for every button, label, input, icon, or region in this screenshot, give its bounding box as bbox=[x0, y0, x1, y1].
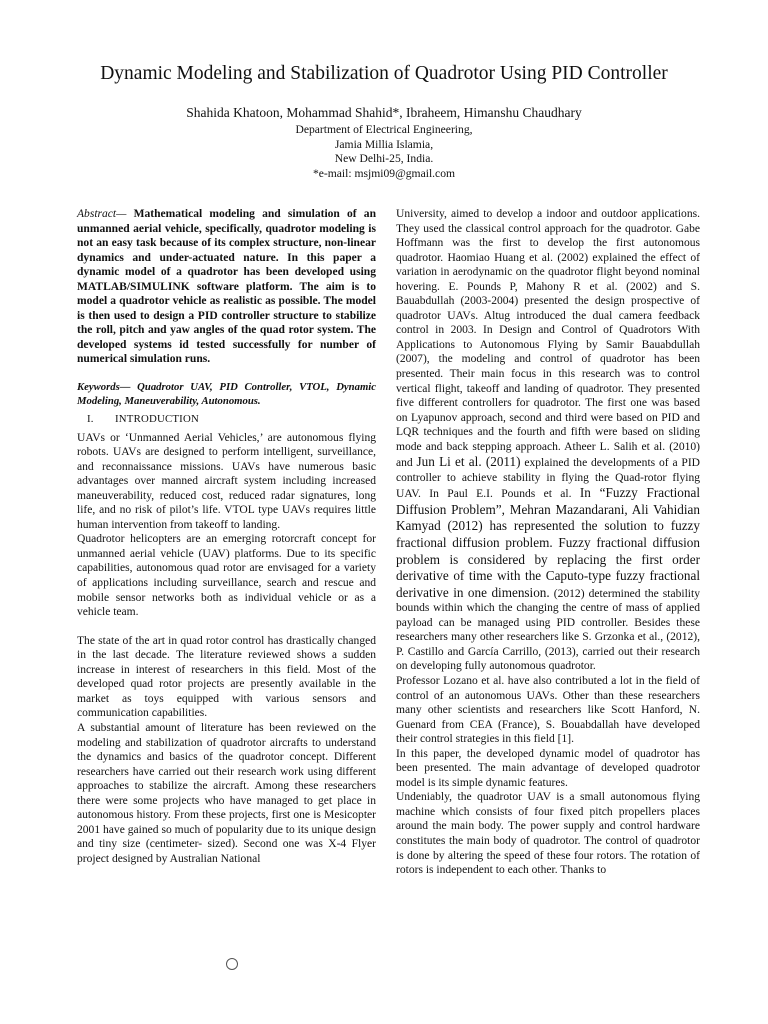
text-run: In “Fuzzy Fractional Diffusion Problem”, Mehran Mazandarani, Ali Vahidian Kamyad (2012) has represented the solution to fuzzy fractional diffusion problem. Fuzzy fractional diffusion problem is considered by replacing the first order derivative of time with the Caputo-type fuzzy fractional derivative in one dimension. bbox=[396, 485, 700, 600]
paragraph: Quadrotor helicopters are an emerging rotorcraft concept for unmanned aerial vehicle (UAV) platforms. Due to its specific capabilities, autonomous quad rotor are envisaged for a variety of applications including surveillance, search and rescue and mobile sensor networks both as individual vehicle or as a vehicle team. bbox=[77, 533, 376, 619]
affiliation-university: Jamia Millia Islamia, bbox=[334, 137, 434, 151]
paper-title: Dynamic Modeling and Stabilization of Quadrotor Using PID Controller bbox=[100, 63, 668, 84]
keywords-text: Quadrotor UAV, PID Controller, VTOL, Dynamic Modeling, Maneuverability, Autonomous. bbox=[77, 381, 376, 407]
author-list: Shahida Khatoon, Mohammad Shahid*, Ibraheem, Himanshu Chaudhary bbox=[186, 105, 582, 120]
text-run: (2012) determined the stability bounds within which the changing the centre of mass of applied payload can be managed using PID controller. Besides these researchers many other researchers like S. Grzonka et al., (2012), P. Castillo and García Carrillo, (2013), carried out their research on developing fully autonomous quadrotor. bbox=[396, 587, 700, 673]
paragraph: UAVs or ‘Unmanned Aerial Vehicles,’ are autonomous flying robots. UAVs are designed to perform intelligent, surveillance, and reconnaissance missions. UAVs have numerous basic advantages over manned aircraft system including increased maneuverability, reduced cost, reduced radar signatures, long life, and no risk of pilot’s life. VTOL type UAVs requires little human intervention from takeoff to landing. bbox=[77, 431, 376, 531]
section-heading-introduction bbox=[77, 412, 376, 427]
keywords-label: Keywords— bbox=[77, 381, 131, 394]
text-run: University, aimed to develop a indoor and outdoor applications. They used the classical control approach for the quadrotor. Gabe Hoffmann was the first to develop the first autonomous quadrotor. Haomiao Huang et al. (2002) explained the effect of variation in aerodynamic on the quadrotor flight beyond nominal hovering. E. Pounds P, Mahony R et al. (2002) and S. Bauabdullah (2003-2004) presented the design prospective of quadrotor UAVs. Altug introduced the dual camera feedback control in 2003. In Design and Control of Quadrotors With Applications to Autonomous Flying by Samir Bauabdullah (2007), the modeling and control of quadrotor has been presented. Their main focus in this research was to control vertical flight, takeoff and landing of quadrotor. They presented five different controllers for quadrotor. The first one was based on Lyapunov approach, second and third were based on PID and LQR techniques and the fourth and fifth were based on sliding mode and back stepping approach. Atheer L. Salih et al. (2010) and bbox=[396, 208, 700, 470]
affiliation-city: New Delhi-25, India. bbox=[334, 152, 434, 165]
abstract-text: Mathematical modeling and simulation of an unmanned aerial vehicle, specifically, quadrotor modeling is not an easy task because of its complex structure, non-linear dynamics and under-actuated nature. In this paper a dynamic model of a quadrotor has been developed using MATLAB/SIMULINK software platform. The aim is to model a quadrotor vehicle as realistic as possible. The model is then used to design a PID controller structure to stabilize the roll, pitch and yaw angles of the quad rotor system. The developed systems id tested successfully for number of numerical simulation runs. bbox=[77, 208, 376, 366]
affiliation-department: Department of Electrical Engineering, bbox=[295, 123, 473, 136]
paragraph: Professor Lozano et al. have also contributed a lot in the field of control of an autonomous UAVs. Other than these researchers many other scientists and researchers like Scott Hanford, N. Guenard from CEA (France), S. Bouabdallah have developed their control strategies in this field [1]. bbox=[396, 674, 700, 746]
paragraph: Undeniably, the quadrotor UAV is a small autonomous flying machine which consists of four fixed pitch propellers places around the main body. The power supply and control hardware constitutes the main body of quadrotor. The control of quadrotor is done by altering the speed of these four rotors. The rotation of rotors is independent to each other. Thanks to bbox=[396, 791, 700, 877]
affiliation-email: *e-mail: msjmi09@gmail.com bbox=[312, 166, 456, 180]
affiliation bbox=[40, 123, 728, 181]
paragraph: The state of the art in quad rotor control has drastically changed in the last decade. The literature reviewed shows a sudden increase in interest of researchers in this field. Most of the developed quad rotor projects are presently available in the market as toys equipped with various sensors and communication capabilities. bbox=[77, 634, 376, 720]
paragraph bbox=[396, 207, 700, 674]
section-number: I. bbox=[87, 413, 94, 426]
keywords bbox=[77, 381, 376, 408]
text-run: Jun Li et al. (2011) bbox=[416, 454, 521, 470]
abstract bbox=[77, 207, 376, 367]
page-marker-circle bbox=[226, 958, 238, 970]
section-title: INTRODUCTION bbox=[115, 413, 199, 426]
paragraph: A substantial amount of literature has been reviewed on the modeling and stabilization of quadrotor aircrafts to understand the dynamics and basics of the quadrotor concept. Different researchers have carried out their research work using different approaches to stabilize the aircraft. Among these researchers there were some projects who have managed to get place in autonomous history. From these projects, first one is Mesicopter 2001 have gained so much of popularity due to its unique design and tiny size (centimeter- sized). Second one was X-4 Flyer project designed by Australian National bbox=[77, 721, 376, 865]
right-column bbox=[396, 207, 700, 878]
text-run: explained the developments of a PID controller to achieve stability in flying the Quad-rotor flying UAV. In Paul E.I. Pounds et al. bbox=[396, 457, 701, 501]
paragraph: In this paper, the developed dynamic model of quadrotor has been presented. The main advantage of developed quadrotor model is its simple dynamic features. bbox=[396, 747, 700, 789]
abstract-label: Abstract— bbox=[77, 208, 127, 220]
left-column bbox=[77, 207, 376, 866]
